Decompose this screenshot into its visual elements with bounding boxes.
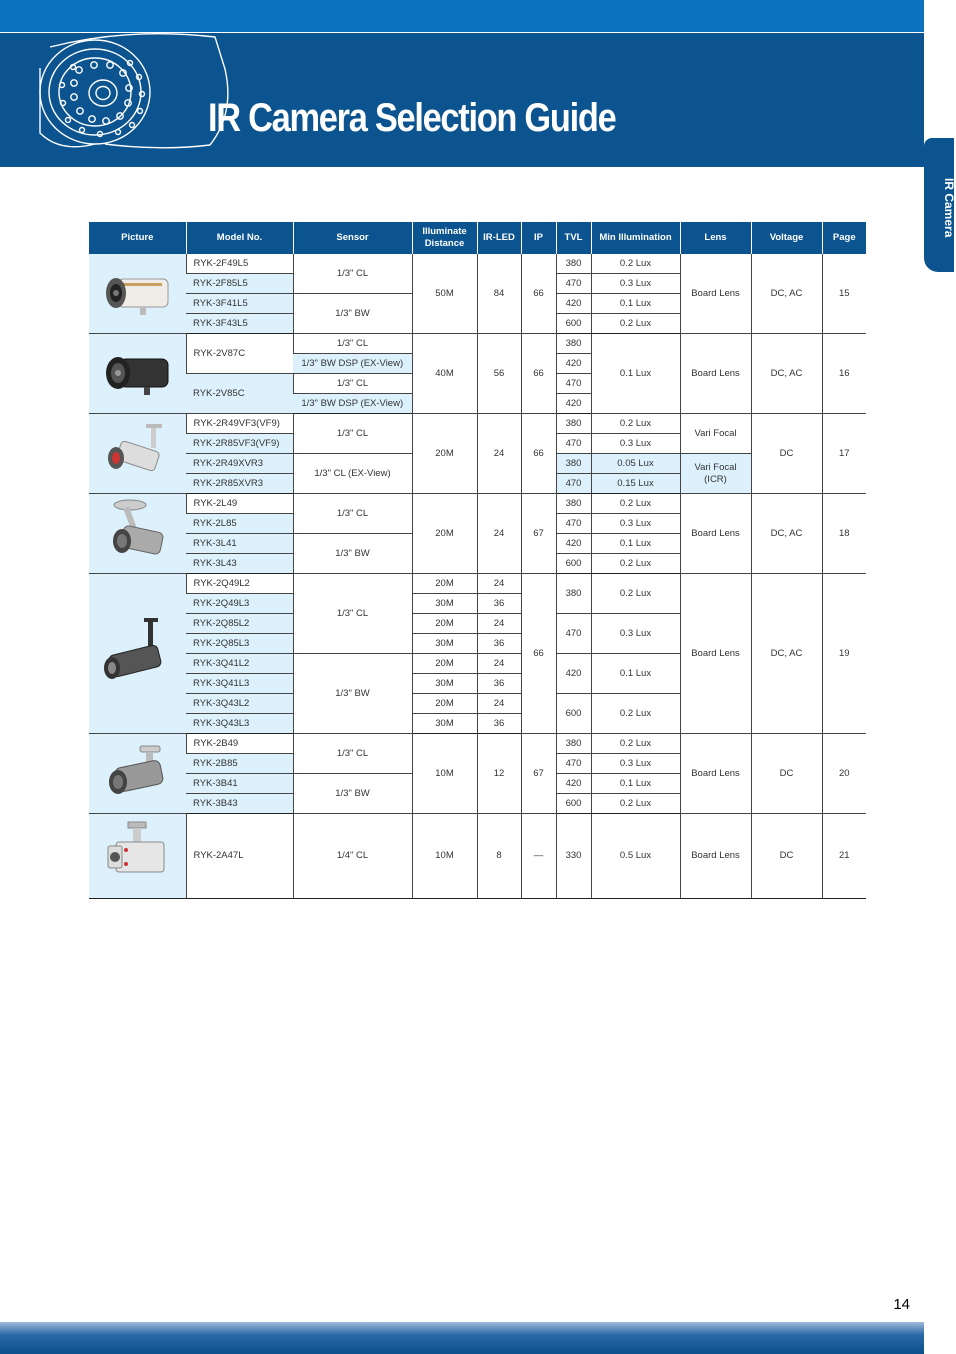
voltage-cell: DC	[751, 414, 822, 494]
sensor-cell: 1/3" CL	[293, 574, 412, 654]
irled-cell: 36	[477, 634, 521, 654]
header-top-band	[0, 0, 924, 32]
irled-cell: 36	[477, 674, 521, 694]
lux-cell: 0.1 Lux	[591, 654, 680, 694]
ip-cell: 67	[521, 494, 556, 574]
table-row	[89, 734, 866, 754]
lux-cell: 0.05 Lux	[591, 454, 680, 474]
header-model: Model No.	[186, 222, 293, 254]
sensor-cell: 1/3" BW	[293, 774, 412, 814]
page-cell: 16	[822, 334, 866, 414]
model-cell: RYK-3Q41L2	[186, 654, 293, 674]
sensor-cell: 1/3" BW	[293, 534, 412, 574]
lux-cell: 0.1 Lux	[591, 774, 680, 794]
lux-cell: 0.1 Lux	[591, 294, 680, 314]
sensor-cell: 1/3" BW DSP (EX-View)	[293, 354, 412, 374]
distance-cell: 10M	[412, 814, 477, 899]
lux-cell: 0.2 Lux	[591, 254, 680, 274]
lux-cell: 0.2 Lux	[591, 414, 680, 434]
sensor-cell: 1/3" BW	[293, 654, 412, 734]
ip-cell: 66	[521, 414, 556, 494]
model-cell: RYK-2A47L	[186, 814, 293, 899]
table-header-row	[89, 222, 866, 254]
lux-cell: 0.2 Lux	[591, 574, 680, 614]
irled-cell: 36	[477, 714, 521, 734]
bullet-camera-icon	[100, 422, 174, 486]
tvl-cell: 380	[556, 574, 591, 614]
header-sensor: Sensor	[293, 222, 412, 254]
page-title: IR Camera Selection Guide	[208, 96, 616, 140]
irled-cell: 24	[477, 614, 521, 634]
lux-cell: 0.3 Lux	[591, 614, 680, 654]
irled-cell: 24	[477, 494, 521, 574]
sensor-cell: 1/3" CL	[293, 254, 412, 294]
irled-cell: 84	[477, 254, 521, 334]
lux-cell: 0.2 Lux	[591, 494, 680, 514]
model-cell: RYK-2V87C	[186, 334, 293, 374]
model-cell: RYK-3B43	[186, 794, 293, 814]
distance-cell: 50M	[412, 254, 477, 334]
tvl-cell: 420	[556, 534, 591, 554]
sensor-cell: 1/3" CL	[293, 414, 412, 454]
tvl-cell: 380	[556, 494, 591, 514]
table-row	[89, 334, 866, 354]
tvl-cell: 600	[556, 694, 591, 734]
lux-cell: 0.2 Lux	[591, 554, 680, 574]
table-row	[89, 574, 866, 594]
tvl-cell: 420	[556, 394, 591, 414]
page-cell: 15	[822, 254, 866, 334]
camera-selection-table	[89, 222, 866, 899]
lux-cell: 0.2 Lux	[591, 734, 680, 754]
bullet-camera-icon	[100, 349, 174, 399]
distance-cell: 20M	[412, 694, 477, 714]
table-row	[89, 254, 866, 274]
tvl-cell: 470	[556, 474, 591, 494]
model-cell: RYK-2V85C	[186, 374, 293, 414]
tvl-cell: 600	[556, 554, 591, 574]
tvl-cell: 470	[556, 374, 591, 394]
model-cell: RYK-3F41L5	[186, 294, 293, 314]
lens-cell: Board Lens	[680, 574, 751, 734]
tvl-cell: 420	[556, 354, 591, 374]
page-number: 14	[893, 1296, 910, 1313]
lux-cell: 0.5 Lux	[591, 814, 680, 899]
lux-cell: 0.3 Lux	[591, 274, 680, 294]
lux-cell: 0.1 Lux	[591, 534, 680, 554]
irled-cell: 24	[477, 574, 521, 594]
ip-cell: 66	[521, 254, 556, 334]
lux-cell: 0.2 Lux	[591, 794, 680, 814]
lux-cell: 0.2 Lux	[591, 694, 680, 734]
footer-bar	[0, 1322, 924, 1354]
voltage-cell: DC	[751, 814, 822, 899]
sensor-cell: 1/3" CL	[293, 734, 412, 774]
distance-cell: 20M	[412, 614, 477, 634]
model-cell: RYK-2Q85L2	[186, 614, 293, 634]
voltage-cell: DC, AC	[751, 334, 822, 414]
model-cell: RYK-2L85	[186, 514, 293, 534]
voltage-cell: DC, AC	[751, 574, 822, 734]
camera-picture-cell	[89, 494, 186, 574]
model-cell: RYK-2B85	[186, 754, 293, 774]
model-cell: RYK-2Q49L3	[186, 594, 293, 614]
distance-cell: 30M	[412, 594, 477, 614]
lens-cell: Board Lens	[680, 814, 751, 899]
tvl-cell: 380	[556, 254, 591, 274]
model-cell: RYK-2Q49L2	[186, 574, 293, 594]
tvl-cell: 600	[556, 794, 591, 814]
lux-cell: 0.2 Lux	[591, 314, 680, 334]
camera-picture-cell	[89, 734, 186, 814]
model-cell: RYK-2F49L5	[186, 254, 293, 274]
table-row	[89, 494, 866, 514]
header-ip: IP	[521, 222, 556, 254]
voltage-cell: DC, AC	[751, 254, 822, 334]
irled-cell: 36	[477, 594, 521, 614]
tvl-cell: 470	[556, 614, 591, 654]
distance-cell: 20M	[412, 654, 477, 674]
bullet-camera-icon	[100, 742, 174, 806]
header-picture: Picture	[89, 222, 186, 254]
irled-cell: 24	[477, 654, 521, 674]
irled-cell: 56	[477, 334, 521, 414]
sensor-cell: 1/3" CL	[293, 494, 412, 534]
page-cell: 19	[822, 574, 866, 734]
lux-cell: 0.15 Lux	[591, 474, 680, 494]
distance-cell: 20M	[412, 494, 477, 574]
model-cell: RYK-3L41	[186, 534, 293, 554]
ip-cell: 66	[521, 334, 556, 414]
tvl-cell: 380	[556, 414, 591, 434]
ip-cell: —	[521, 814, 556, 899]
page-cell: 21	[822, 814, 866, 899]
irled-cell: 24	[477, 694, 521, 714]
tvl-cell: 470	[556, 754, 591, 774]
lens-cell: Vari Focal	[680, 414, 751, 454]
model-cell: RYK-2R85XVR3	[186, 474, 293, 494]
lens-cell: Vari Focal (ICR)	[680, 454, 751, 494]
tvl-cell: 380	[556, 334, 591, 354]
header-irled: IR-LED	[477, 222, 521, 254]
model-cell: RYK-3Q43L3	[186, 714, 293, 734]
model-cell: RYK-2R49VF3(VF9)	[186, 414, 293, 434]
camera-picture-cell	[89, 254, 186, 334]
lens-cell: Board Lens	[680, 254, 751, 334]
bullet-camera-icon	[100, 614, 174, 694]
camera-picture-cell	[89, 334, 186, 414]
model-cell: RYK-3Q43L2	[186, 694, 293, 714]
distance-cell: 40M	[412, 334, 477, 414]
lux-cell: 0.1 Lux	[591, 334, 680, 414]
page-cell: 20	[822, 734, 866, 814]
sensor-cell: 1/4" CL	[293, 814, 412, 899]
sensor-cell: 1/3" CL (EX-View)	[293, 454, 412, 494]
tvl-cell: 470	[556, 274, 591, 294]
voltage-cell: DC	[751, 734, 822, 814]
camera-picture-cell	[89, 414, 186, 494]
voltage-cell: DC, AC	[751, 494, 822, 574]
model-cell: RYK-3F43L5	[186, 314, 293, 334]
ir-camera-outline-icon	[0, 33, 230, 167]
lens-cell: Board Lens	[680, 494, 751, 574]
irled-cell: 8	[477, 814, 521, 899]
camera-picture-cell	[89, 814, 186, 899]
lux-cell: 0.3 Lux	[591, 514, 680, 534]
page-cell: 18	[822, 494, 866, 574]
tvl-cell: 470	[556, 434, 591, 454]
lux-cell: 0.3 Lux	[591, 754, 680, 774]
ip-cell: 66	[521, 574, 556, 734]
tvl-cell: 380	[556, 454, 591, 474]
model-cell: RYK-3L43	[186, 554, 293, 574]
tvl-cell: 420	[556, 774, 591, 794]
distance-cell: 20M	[412, 414, 477, 494]
model-cell: RYK-3Q41L3	[186, 674, 293, 694]
irled-cell: 12	[477, 734, 521, 814]
model-cell: RYK-2Q85L3	[186, 634, 293, 654]
table-row	[89, 414, 866, 434]
page-cell: 17	[822, 414, 866, 494]
tvl-cell: 330	[556, 814, 591, 899]
box-camera-icon	[100, 820, 174, 892]
header-lens: Lens	[680, 222, 751, 254]
header-voltage: Voltage	[751, 222, 822, 254]
ip-cell: 67	[521, 734, 556, 814]
tvl-cell: 600	[556, 314, 591, 334]
lens-cell: Board Lens	[680, 734, 751, 814]
distance-cell: 10M	[412, 734, 477, 814]
bullet-camera-icon	[100, 269, 174, 319]
camera-picture-cell	[89, 574, 186, 734]
side-tab	[924, 138, 954, 272]
sensor-cell: 1/3" BW	[293, 294, 412, 334]
model-cell: RYK-2B49	[186, 734, 293, 754]
model-cell: RYK-2R85VF3(VF9)	[186, 434, 293, 454]
bullet-camera-icon	[100, 499, 174, 569]
distance-cell: 30M	[412, 714, 477, 734]
header-min-illumination: Min Illumination	[591, 222, 680, 254]
tvl-cell: 470	[556, 514, 591, 534]
lens-cell: Board Lens	[680, 334, 751, 414]
tvl-cell: 420	[556, 654, 591, 694]
model-cell: RYK-2F85L5	[186, 274, 293, 294]
tvl-cell: 380	[556, 734, 591, 754]
model-cell: RYK-2R49XVR3	[186, 454, 293, 474]
header-distance: Illuminate Distance	[412, 222, 477, 254]
header-tvl: TVL	[556, 222, 591, 254]
irled-cell: 24	[477, 414, 521, 494]
distance-cell: 30M	[412, 674, 477, 694]
model-cell: RYK-3B41	[186, 774, 293, 794]
table-row	[89, 814, 866, 899]
distance-cell: 30M	[412, 634, 477, 654]
tvl-cell: 420	[556, 294, 591, 314]
model-cell: RYK-2L49	[186, 494, 293, 514]
side-tab-label: IR Camera	[942, 178, 956, 238]
sensor-cell: 1/3" CL	[293, 334, 412, 354]
header-page: Page	[822, 222, 866, 254]
sensor-cell: 1/3" CL	[293, 374, 412, 394]
sensor-cell: 1/3" BW DSP (EX-View)	[293, 394, 412, 414]
lux-cell: 0.3 Lux	[591, 434, 680, 454]
distance-cell: 20M	[412, 574, 477, 594]
